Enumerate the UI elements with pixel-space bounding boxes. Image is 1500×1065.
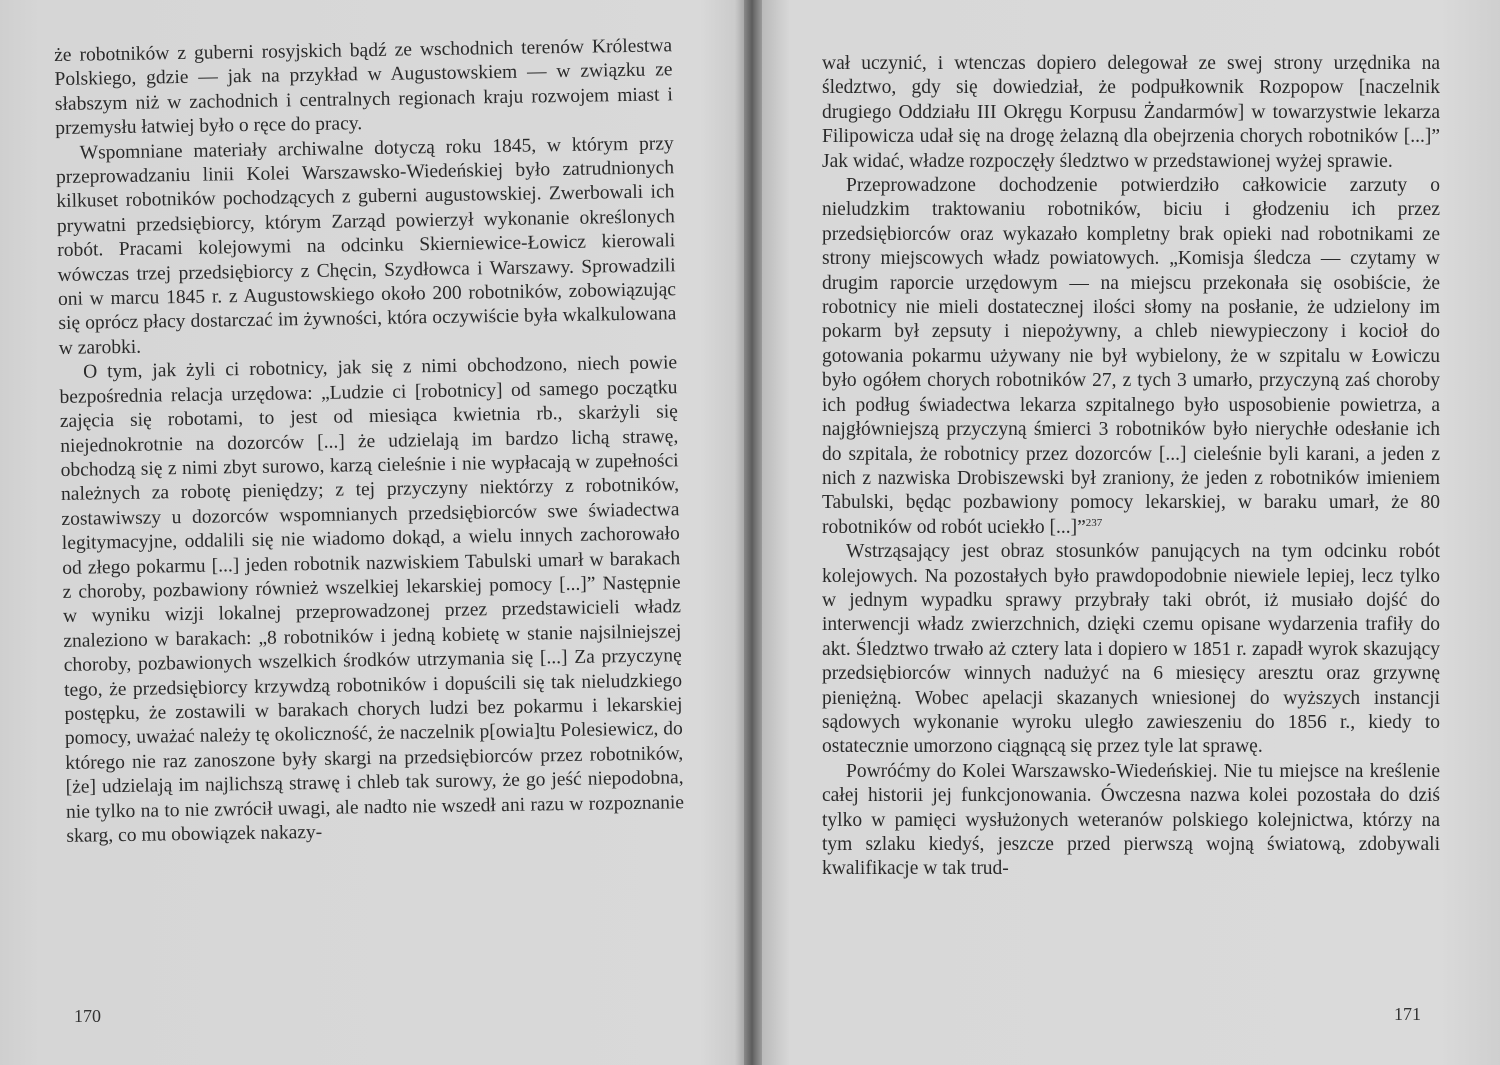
- paragraph-text: Przeprowadzone dochodzenie potwierdziło całkowicie zarzuty o nieludzkim traktowaniu robotników, biciu i głodzeniu ich przez przedsiębiorców oraz wykazało kompletny brak opieki nad robotnikami ze strony miejscowych władz powiatowych. „Komisja śledcza — czytamy w drugim raporcie urzędowym — na miejscu przekonała się osobiście, że robotnicy nie mieli dostatecznej ilości słomy na posłanie, że udzielony im pokarm był zepsuty i niepożywny, a chleb niewypieczony i kocioł do gotowania pokarmu używany nie był wybielony, że w szpitalu w Łowiczu było ogółem chorych robotników 27, z tych 3 umarło, przyczyną zaś choroby ich podług świadectwa lekarza szpitalnego było usposobienie powietrza, a najgłówniejszą przyczyną śmierci 3 robotników było nierychłe odesłanie ich do szpitala, że robotnicy przez dozorców [...] cieleśnie byli karani, a jeden z nich z nazwiska Drobiszewski był zraniony, że jeden z robotników imieniem Tabulski, będąc pozbawiony pomocy lekarskiej, w baraku umarł, że 80 robotników od robót uciekło [...]”: [822, 175, 1440, 538]
- left-page: [0, 0, 744, 1065]
- book-gutter: [744, 0, 762, 1065]
- page-number: 170: [74, 1006, 101, 1026]
- page-number: 171: [1394, 1004, 1421, 1024]
- paragraph: [822, 174, 1440, 540]
- paragraph: Powróćmy do Kolei Warszawsko-Wiedeńskiej. Nie tu miejsce na kreślenie całej historii jej funkcjonowania. Ówczesna nazwa kolei pozostała do dziś tylko w pamięci wysłużonych weteranów polskiego kolejnictwa, którzy na tym szlaku kiedyś, jeszcze przed pierwszą wojną światową, zdobywali kwalifikacje w tak trud-: [822, 760, 1440, 880]
- paragraph: wał uczynić, i wtenczas dopiero delegował ze swej strony urzędnika na śledztwo, gdy się dowiedział, że podpułkownik Rozpopow [naczelnik drugiego Oddziału III Okręgu Korpusu Żandarmów] w towarzystwie lekarza Filipowicza udał się na drogę żelazną dla obejrzenia chorych robotników [...]” Jak widać, władze rozpoczęły śledztwo w przedstawionej wyżej sprawie.: [822, 53, 1440, 172]
- paragraph: Wspomniane materiały archiwalne dotyczą roku 1845, w którym przy przeprowadzaniu linii Kolei Warszawsko-Wiedeńskiej było zatrudnionych kilkuset robotników pochodzących z guberni augustowskiej. Zwerbowali ich prywatni przedsiębiorcy, którym Zarząd powierzył wykonanie określonych robót. Pracami kolejowymi na odcinku Skierniewice-Łowicz kierowali wówczas trzej przedsiębiorcy z Chęcin, Szydłowca i Warszawy. Sprowadzili oni w marcu 1845 r. z Augustowskiego około 200 robotników, zobowiązując się oprócz płacy dostarczać im żywności, która oczywiście była wkalkulowana w zarobki.: [55, 132, 677, 359]
- paragraph: że robotników z guberni rosyjskich bądź ze wschodnich terenów Królestwa Polskiego, gdzie — jak na przykład w Augustowskiem — w związku ze słabszym niż w zachodnich i centralnych regionach kraju rozwojem miast i przemysłu łatwiej było o ręce do pracy.: [54, 35, 674, 140]
- paragraph: O tym, jak żyli ci robotnicy, jak się z nimi obchodzono, niech powie bezpośrednia relacja urzędowa: „Ludzie ci [robotnicy] od samego początku zajęcia się robotami, to jest od miesiąca kwietnia rb., skarżyli się niejednokrotnie na dozorców [...] że udzielają im bardzo lichą strawę, obchodzą się z nimi zbyt surowo, karzą cieleśnie i nie wypłacają w zupełności należnych za robotę pieniędzy; z tej przyczyny niektórzy z robotników, zostawiwszy u dozorców wspomnianych przedsiębiorców swe świadectwa legitymacyjne, oddalili się nie wiadomo dokąd, a wielu innych zachorowało od złego pokarmu [...] jeden robotnik nazwiskiem Tabulski umarł w barakach z choroby, pozbawiony również wszelkiej lekarskiej pomocy [...]” Następnie w wyniku wizji lokalnej przeprowadzonej przez przedstawicieli władz znaleziono w barakach: „8 robotników i jedną kobietę w stanie najsilniejszej choroby, pozbawionych wszelkich środków utrzymania się [...] Za przyczynę tego, że przedsiębiorcy krzywdzą robotników i dopuścili się tak nieludzkiego postępku, że zostawili w barakach chorych ludzi bez pokarmu i lekarskiej pomocy, uważać należy tę okoliczność, że naczelnik p[owia]tu Polesiewicz, do którego nie raz zanoszone były skargi na przedsiębiorców przez robotników, [że] udzielają im najlichszą strawę i chleb tak surowy, że go jeść niepodobna, nie tylko na to nie zwrócił uwagi, ale nadto nie wszedł ani razu w rozpoznanie skarg, co mu obowiązek nakazy-: [59, 352, 685, 847]
- right-page: [762, 0, 1500, 1065]
- right-page-text: [822, 52, 1440, 882]
- paragraph: Wstrząsający jest obraz stosunków panujących na tym odcinku robót kolejowych. Na pozostałych było prawdopodobnie niewiele lepiej, lecz tylko w jednym wypadku sprawy przybrały taki obrót, iż musiało dojść do interwencji władz zwierzchnich, dzięki czemu opisane wydarzenia trafiły do akt. Śledztwo trwało aż cztery lata i dopiero w 1851 r. zapadł wyrok skazujący przedsiębiorców winnych nadużyć na 6 miesięcy aresztu oraz grzywnę pieniężną. Wobec apelacji skazanych wniesionej do wyższych instancji sądowych wykonanie wyroku uległo zawieszeniu do 1856 r., kiedy to ostatecznie umorzono ciągnącą się przez tyle lat sprawę.: [822, 541, 1440, 758]
- left-page-text: [54, 34, 685, 849]
- footnote-marker: 237: [1085, 516, 1103, 529]
